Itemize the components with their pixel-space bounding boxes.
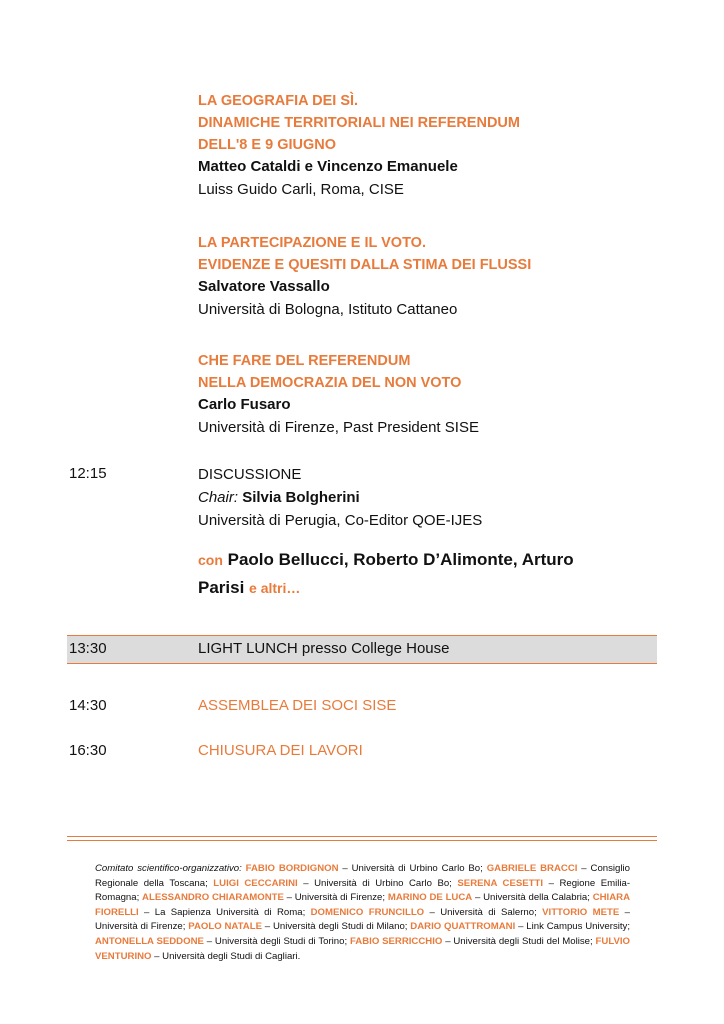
- chair-name: Silvia Bolgherini: [242, 489, 360, 506]
- con-suffix: e altri…: [249, 580, 301, 596]
- committee-member-name: FULVIO VENTURINO: [95, 935, 630, 962]
- session-1-speaker: Matteo Cataldi e Vincenzo Emanuele: [198, 158, 458, 175]
- session-3-title-line-2: NELLA DEMOCRAZIA DEL NON VOTO: [198, 375, 462, 391]
- committee-member-affiliation: – Università degli Studi di Milano;: [261, 921, 408, 933]
- closing-time: 16:30: [69, 742, 107, 759]
- committee-member-name: ALESSANDRO CHIARAMONTE: [142, 892, 284, 904]
- committee-member-affiliation: – Università della Calabria;: [472, 892, 590, 904]
- discussion-time: 12:15: [69, 465, 107, 482]
- committee-member-affiliation: – Regione Emilia-Romagna;: [95, 877, 631, 904]
- session-1-title-line-3: DELL'8 E 9 GIUGNO: [198, 137, 336, 153]
- committee-member-affiliation: – Università degli Studi di Torino;: [203, 935, 348, 947]
- panelists-names-1: Paolo Bellucci, Roberto D’Alimonte, Arturo: [227, 550, 574, 569]
- session-3: [198, 350, 658, 439]
- session-2-title-line-2: EVIDENZE E QUESITI DALLA STIMA DEI FLUSSI: [198, 257, 532, 273]
- lunch-label: LIGHT LUNCH presso College House: [198, 640, 450, 657]
- con-prefix: con: [198, 552, 223, 568]
- committee-member-affiliation: – Università di Urbino Carlo Bo;: [297, 877, 452, 889]
- committee-member-affiliation: – Università di Firenze;: [95, 906, 630, 933]
- panelists-line-1: [198, 546, 658, 574]
- committee-member-name: DARIO QUATTROMANI: [410, 921, 516, 933]
- lunch-row: [67, 635, 657, 664]
- session-1-title-line-2: DINAMICHE TERRITORIALI NEI REFERENDUM: [198, 115, 520, 131]
- discussion-block: [198, 463, 658, 602]
- assembly-label: ASSEMBLEA DEI SOCI SISE: [198, 697, 397, 714]
- committee-member-name: VITTORIO METE: [542, 906, 620, 918]
- session-3-affiliation: Università di Firenze, Past President SISE: [198, 419, 479, 436]
- committee-member-name: CHIARA FIORELLI: [95, 892, 630, 918]
- lunch-time: 13:30: [69, 640, 107, 657]
- committee-member-affiliation: – Università di Salerno;: [424, 906, 537, 918]
- committee-lead: Comitato scientifico-organizzativo:: [95, 863, 242, 874]
- divider-bottom: [67, 840, 657, 841]
- panelists-line-2: [198, 574, 658, 602]
- committee-members: [95, 863, 630, 962]
- committee-member-affiliation: – Link Campus University;: [515, 921, 631, 933]
- session-1: [198, 90, 658, 201]
- session-2: [198, 232, 658, 321]
- session-2-affiliation: Università di Bologna, Istituto Cattaneo: [198, 301, 458, 318]
- committee-member-name: ANTONELLA SEDDONE: [95, 935, 204, 947]
- committee-member-name: FABIO SERRICCHIO: [349, 935, 443, 947]
- committee-member-name: DOMENICO FRUNCILLO: [310, 906, 425, 918]
- chair-prefix: Chair:: [198, 489, 239, 506]
- assembly-time: 14:30: [69, 697, 107, 714]
- panelists-names-2: Parisi: [198, 578, 245, 597]
- discussion-label: DISCUSSIONE: [198, 466, 302, 483]
- closing-label: CHIUSURA DEI LAVORI: [198, 742, 363, 759]
- session-1-title-line-1: LA GEOGRAFIA DEI SÌ.: [198, 93, 359, 109]
- committee-member-affiliation: – Università degli Studi del Molise;: [442, 935, 593, 947]
- discussion-chair: [198, 486, 658, 509]
- session-3-speaker: Carlo Fusaro: [198, 396, 291, 413]
- committee-member-affiliation: – Università di Urbino Carlo Bo;: [338, 863, 483, 874]
- committee-member-name: LUIGI CECCARINI: [213, 877, 298, 889]
- committee-member-name: SERENA CESETTI: [457, 877, 544, 889]
- committee-member-name: GABRIELE BRACCI: [486, 863, 578, 874]
- committee-text: [95, 862, 630, 964]
- session-3-title-line-1: CHE FARE DEL REFERENDUM: [198, 353, 411, 369]
- committee-member-affiliation: – Università di Firenze;: [283, 892, 386, 904]
- session-3-title: [198, 350, 658, 394]
- committee-member-affiliation: – Consiglio Regionale della Toscana;: [95, 863, 630, 889]
- committee-member-affiliation: – Università degli Studi di Cagliari.: [151, 950, 301, 962]
- chair-affiliation: Università di Perugia, Co-Editor QOE-IJES: [198, 512, 483, 529]
- session-2-title-line-1: LA PARTECIPAZIONE E IL VOTO.: [198, 235, 426, 251]
- committee-member-name: FABIO BORDIGNON: [245, 863, 339, 874]
- divider-top: [67, 836, 657, 837]
- session-1-affiliation: Luiss Guido Carli, Roma, CISE: [198, 181, 404, 198]
- committee-member-name: PAOLO NATALE: [188, 921, 262, 933]
- committee-member-affiliation: – La Sapienza Università di Roma;: [138, 906, 306, 918]
- committee-member-name: MARINO DE LUCA: [387, 892, 473, 904]
- session-2-title: [198, 232, 658, 276]
- session-1-title: [198, 90, 658, 156]
- session-2-speaker: Salvatore Vassallo: [198, 278, 330, 295]
